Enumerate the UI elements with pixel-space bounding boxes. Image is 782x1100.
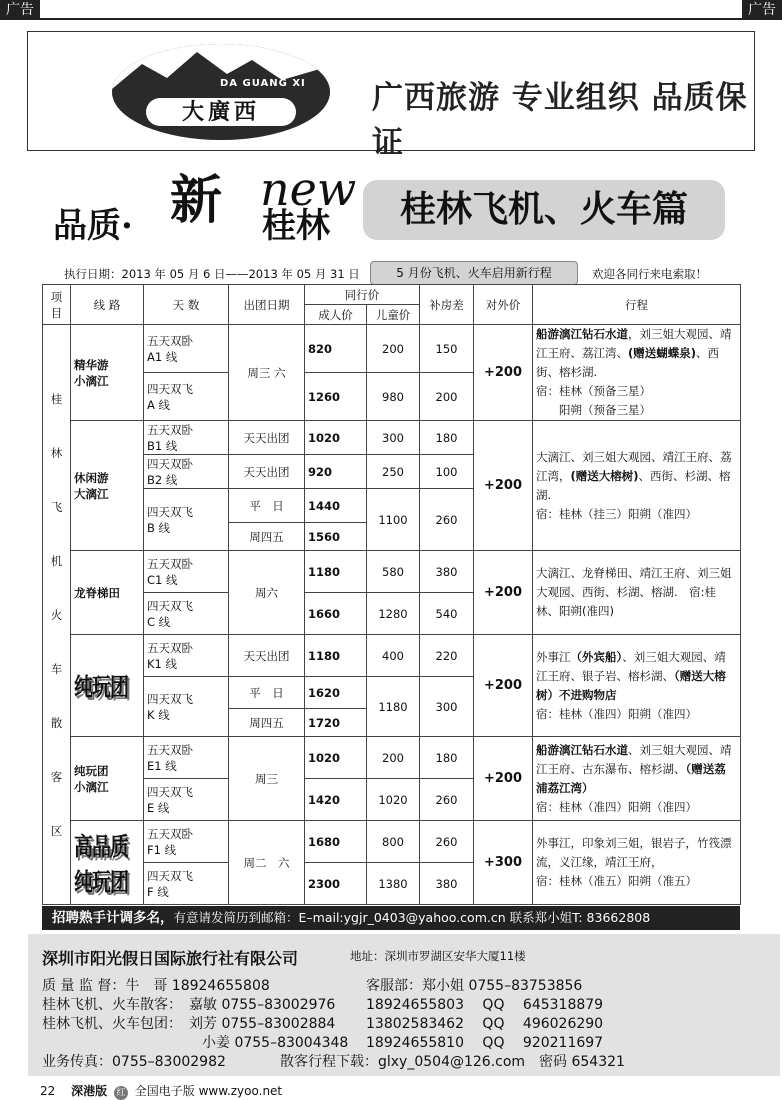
adult-price: 1560 (305, 523, 367, 551)
itinerary-line (536, 382, 737, 401)
headline-new-latin: new (260, 162, 357, 216)
days-cell (144, 373, 229, 421)
itinerary-highlight: (赠送蝴蝶泉) (628, 346, 697, 360)
itinerary-line (536, 741, 737, 798)
logo-latin-text: DA GUANG XI (220, 78, 306, 89)
single-supplement: 220 (420, 635, 474, 677)
days-cell (144, 325, 229, 373)
child-price: 1100 (367, 489, 420, 551)
route-line: 纯玩团 (74, 763, 109, 778)
route-name (71, 325, 144, 421)
itinerary-text: 外事江 (536, 649, 571, 664)
external-price: +300 (474, 821, 533, 905)
header-item: 项 目 (43, 285, 71, 325)
side-label-char: 火 (50, 607, 63, 622)
header-days: 天 数 (144, 285, 229, 325)
days-cell (144, 489, 229, 551)
days-cell (144, 593, 229, 635)
recruit-headline: 招聘熟手计调多名， (52, 910, 174, 926)
itinerary-line (536, 872, 737, 891)
days-line: B1 线 (147, 438, 178, 453)
single-supplement: 150 (420, 325, 474, 373)
side-label-char: 机 (50, 553, 63, 568)
days-cell (144, 455, 229, 489)
header-child-price: 儿童价 (367, 305, 420, 325)
route-name (71, 635, 144, 737)
child-price: 200 (367, 737, 420, 779)
days-line: E 线 (147, 800, 170, 815)
route-line: 龙脊梯田 (74, 585, 120, 600)
child-price: 1380 (367, 863, 420, 905)
logo-banner (27, 31, 755, 161)
days-cell (144, 635, 229, 677)
recruitment-bar (42, 906, 740, 930)
adult-price: 1420 (305, 779, 367, 821)
itinerary-text: 宿：桂林（准五）阳朔（准五） (536, 874, 697, 888)
extra-contact-right: 18924655810 QQ 920211697 (366, 1035, 604, 1051)
days-line: 五天双卧 (147, 333, 193, 348)
adult-price: 1260 (305, 373, 367, 421)
adult-price: 1720 (305, 709, 367, 737)
days-line: K1 线 (147, 656, 178, 671)
route-stylized-title: 纯玩团 (74, 673, 129, 702)
itinerary-cell (533, 821, 741, 905)
days-line: 四天双飞 (147, 381, 193, 396)
itinerary-cell (533, 325, 741, 421)
single-supplement: 300 (420, 677, 474, 737)
single-supplement: 260 (420, 821, 474, 863)
adult-price: 1660 (305, 593, 367, 635)
adult-price: 1180 (305, 635, 367, 677)
itinerary-line (536, 834, 737, 872)
days-line: 四天双飞 (147, 504, 193, 519)
page-footer (40, 1082, 282, 1100)
header-departure: 出团日期 (229, 285, 305, 325)
itinerary-cell (533, 635, 741, 737)
adult-price: 1020 (305, 421, 367, 455)
days-line: B 线 (147, 520, 171, 535)
itinerary-text: 宿：桂林（挂三）阳朔（准四） (536, 506, 697, 521)
table-row (43, 421, 741, 455)
child-price: 580 (367, 551, 420, 593)
header-adult-price: 成人价 (305, 305, 367, 325)
days-line: 五天双卧 (147, 826, 193, 841)
quality-supervisor: 质 量 监 督：牛 哥 18924655808 (42, 978, 270, 994)
days-line: E1 线 (147, 758, 177, 773)
header-external-price: 对外价 (474, 285, 533, 325)
itinerary-highlight: （赠送大榕树）不进购物店 (536, 668, 726, 702)
itinerary-text: 、刘三姐大观园、靖江王府、古东瀑布、榕杉湖、 (536, 742, 732, 776)
route-line: 小漓江 (74, 373, 109, 388)
itinerary-line (536, 564, 737, 621)
logo-mountain-band (112, 44, 330, 97)
execution-date: 执行日期：2013 年 05 月 6 日——2013 年 05 月 31 日 (64, 267, 360, 281)
route-line: 小漓江 (74, 779, 109, 794)
itinerary-highlight: （外宾船） (570, 649, 623, 664)
days-cell (144, 737, 229, 779)
agency-name: 深圳市阳光假日国际旅行社有限公司 (42, 949, 299, 968)
days-line: 五天双卧 (147, 640, 193, 655)
days-line: C1 线 (147, 572, 178, 587)
route-name (71, 821, 144, 905)
itinerary-text: 宿：桂林（准四）阳朔（准四） (536, 799, 697, 814)
child-price: 1020 (367, 779, 420, 821)
external-price: +200 (474, 737, 533, 821)
child-price: 980 (367, 373, 420, 421)
itinerary-cell (533, 737, 741, 821)
itinerary-text: 大漓江、刘三姐大观园、靖江王府、荔江湾， (536, 449, 732, 483)
days-line: K 线 (147, 707, 170, 722)
route-name (71, 551, 144, 635)
itinerary-line (536, 505, 737, 524)
itinerary-highlight: 船游漓江钻石水道 (536, 327, 628, 341)
header-route: 线 路 (71, 285, 144, 325)
departure-date: 天天出团 (229, 421, 305, 455)
route-name (71, 421, 144, 551)
itinerary-text: 、西街、榕杉湖. (536, 346, 720, 379)
adult-price: 2300 (305, 863, 367, 905)
itinerary-text: 宿：桂林（预备三星） (536, 384, 651, 398)
company-logo (112, 44, 330, 140)
days-line: A 线 (147, 397, 171, 412)
days-line: F1 线 (147, 842, 177, 857)
child-price: 200 (367, 325, 420, 373)
days-line: 四天双飞 (147, 784, 193, 799)
days-cell (144, 779, 229, 821)
external-price: +200 (474, 325, 533, 421)
days-line: B2 线 (147, 472, 178, 487)
table-row (43, 551, 741, 593)
side-label-char: 区 (50, 823, 63, 838)
logo-chinese-text: 大廣西 (146, 98, 296, 126)
itinerary-highlight: 船游漓江钻石水道 (536, 742, 628, 757)
days-cell (144, 421, 229, 455)
adult-price: 1020 (305, 737, 367, 779)
page-number: 22 (40, 1084, 56, 1098)
adult-price: 1180 (305, 551, 367, 593)
single-supplement: 180 (420, 421, 474, 455)
side-label-char: 林 (50, 445, 63, 460)
single-supplement: 260 (420, 489, 474, 551)
single-supplement: 100 (420, 455, 474, 489)
itinerary-line (536, 705, 737, 724)
group-contact-left: 桂林飞机、火车包团： 刘芳 0755–83002884 (42, 1016, 336, 1032)
route-name (71, 737, 144, 821)
price-table-body (43, 325, 741, 905)
footer-website: 全国电子版 www.zyoo.net (134, 1084, 283, 1098)
header-single-supplement: 补房差 (420, 285, 474, 325)
days-line: F 线 (147, 884, 169, 899)
adult-price: 1440 (305, 489, 367, 523)
recruit-details: 有意请发简历到邮箱：E–mail:ygjr_0403@yahoo.com.cn 联系郑小姐T: 83662808 (173, 910, 651, 925)
side-label-char: 散 (50, 715, 63, 730)
days-line: A1 线 (147, 349, 178, 364)
single-supplement: 200 (420, 373, 474, 421)
header-itinerary: 行程 (533, 285, 741, 325)
itinerary-highlight: （赠送荔浦荔江湾） (536, 761, 726, 795)
single-supplement: 180 (420, 737, 474, 779)
single-supplement: 260 (420, 779, 474, 821)
departure-date: 周四五 (229, 523, 305, 551)
side-label-char: 桂 (50, 391, 63, 406)
table-row (43, 325, 741, 373)
itinerary-line (536, 401, 737, 420)
itinerary-text: 外事江，印象刘三姐，银岩子，竹筏漂流，义江缘，靖江王府， (536, 836, 732, 869)
departure-date: 周六 (229, 551, 305, 635)
adult-price: 1680 (305, 821, 367, 863)
fit-contact-right: 18924655803 QQ 645318879 (366, 997, 604, 1013)
table-row (43, 635, 741, 677)
days-cell (144, 863, 229, 905)
days-line: 四天双飞 (147, 868, 193, 883)
ad-tag-right: 广告 (742, 0, 782, 20)
route-line: 精华游 (74, 357, 109, 372)
departure-date: 周四五 (229, 709, 305, 737)
itinerary-text: ，刘三姐大观园、靖江王府、荔江湾、 (536, 327, 732, 360)
departure-date: 平 日 (229, 489, 305, 523)
single-supplement: 380 (420, 551, 474, 593)
days-cell (144, 677, 229, 737)
table-row (43, 821, 741, 863)
group-contact-right: 13802583462 QQ 496026290 (366, 1016, 604, 1032)
child-price: 800 (367, 821, 420, 863)
departure-date: 周三 (229, 737, 305, 821)
itinerary-text: 、西街、杉湖、榕湖. (536, 468, 731, 502)
route-line: 休闲游 (74, 470, 109, 485)
itinerary-text: 、刘三姐大观园、靖江王府、银子岩、榕杉湖、 (536, 649, 726, 683)
child-price: 300 (367, 421, 420, 455)
itinerary-line (536, 325, 737, 382)
welcome-text: 欢迎各同行来电索取！ (592, 267, 707, 281)
extra-contact-left: 小姜 0755–83004348 (202, 1035, 349, 1051)
single-supplement: 380 (420, 863, 474, 905)
top-divider (0, 18, 782, 20)
slogan: 广西旅游 专业组织 品质保证 (372, 80, 748, 161)
table-row (43, 737, 741, 779)
days-line: C 线 (147, 614, 171, 629)
price-table (42, 284, 741, 905)
adult-price: 1620 (305, 677, 367, 709)
days-line: 四天双卧 (147, 456, 193, 471)
side-category-label (43, 325, 71, 905)
departure-date: 周三 六 (229, 325, 305, 421)
departure-date: 周二 六 (229, 821, 305, 905)
days-line: 四天双飞 (147, 691, 193, 706)
route-line: 大漓江 (74, 486, 109, 501)
child-price: 1280 (367, 593, 420, 635)
adult-price: 920 (305, 455, 367, 489)
child-price: 250 (367, 455, 420, 489)
external-price: +200 (474, 421, 533, 551)
days-line: 五天双卧 (147, 556, 193, 571)
itinerary-highlight: (赠送大榕树) (570, 468, 639, 483)
itinerary-text: 阳朔（预备三星） (536, 403, 651, 417)
route-stylized-title: 高品质纯玩团 (74, 832, 129, 897)
edition-label: 深港版 (71, 1084, 108, 1098)
section-banner: 桂林飞机、火车篇 (363, 180, 725, 240)
child-price: 400 (367, 635, 420, 677)
external-price: +200 (474, 551, 533, 635)
departure-date: 平 日 (229, 677, 305, 709)
customer-service: 客服部：郑小姐 0755–83753856 (366, 978, 583, 994)
itinerary-line (536, 648, 737, 705)
itinerary-text: 宿：桂林（准四）阳朔（准四） (536, 706, 697, 721)
days-line: 四天双飞 (147, 598, 193, 613)
business-fax: 业务传真：0755–83002982 (42, 1054, 226, 1070)
itinerary-cell (533, 421, 741, 551)
external-price: +200 (474, 635, 533, 737)
fit-contact-left: 桂林飞机、火车散客： 嘉敏 0755–83002976 (42, 997, 336, 1013)
edition-circle-icon: 红 (114, 1086, 128, 1100)
side-label-char: 客 (50, 769, 63, 784)
single-supplement: 540 (420, 593, 474, 635)
ad-tag-left: 广告 (0, 0, 40, 20)
header-peer-price: 同行价 (305, 285, 420, 305)
child-price: 1180 (367, 677, 420, 737)
itinerary-cell (533, 551, 741, 635)
itinerary-text: 大漓江、龙脊梯田、靖江王府、刘三姐大观园、西街、杉湖、榕湖. 宿:桂林、阳朔(准四) (536, 566, 732, 618)
departure-date: 天天出团 (229, 635, 305, 677)
days-line: 五天双卧 (147, 422, 193, 437)
days-cell (144, 551, 229, 593)
headline-new-char: 新 (170, 170, 223, 231)
adult-price: 820 (305, 325, 367, 373)
itinerary-download: 散客行程下载：glxy_0504@126.com 密码 654321 (280, 1054, 625, 1070)
headline-quality: 品质· (53, 206, 133, 246)
days-cell (144, 821, 229, 863)
headline-guilin: 桂林 (262, 206, 330, 246)
itinerary-line (536, 798, 737, 817)
side-label-char: 飞 (50, 499, 63, 514)
side-label-char: 车 (50, 661, 63, 676)
departure-date: 天天出团 (229, 455, 305, 489)
notice-badge: 5 月份飞机、火车启用新行程 (370, 261, 578, 285)
agency-address: 地址：深圳市罗湖区安华大厦11楼 (350, 949, 526, 963)
itinerary-line (536, 448, 737, 505)
days-line: 五天双卧 (147, 742, 193, 757)
